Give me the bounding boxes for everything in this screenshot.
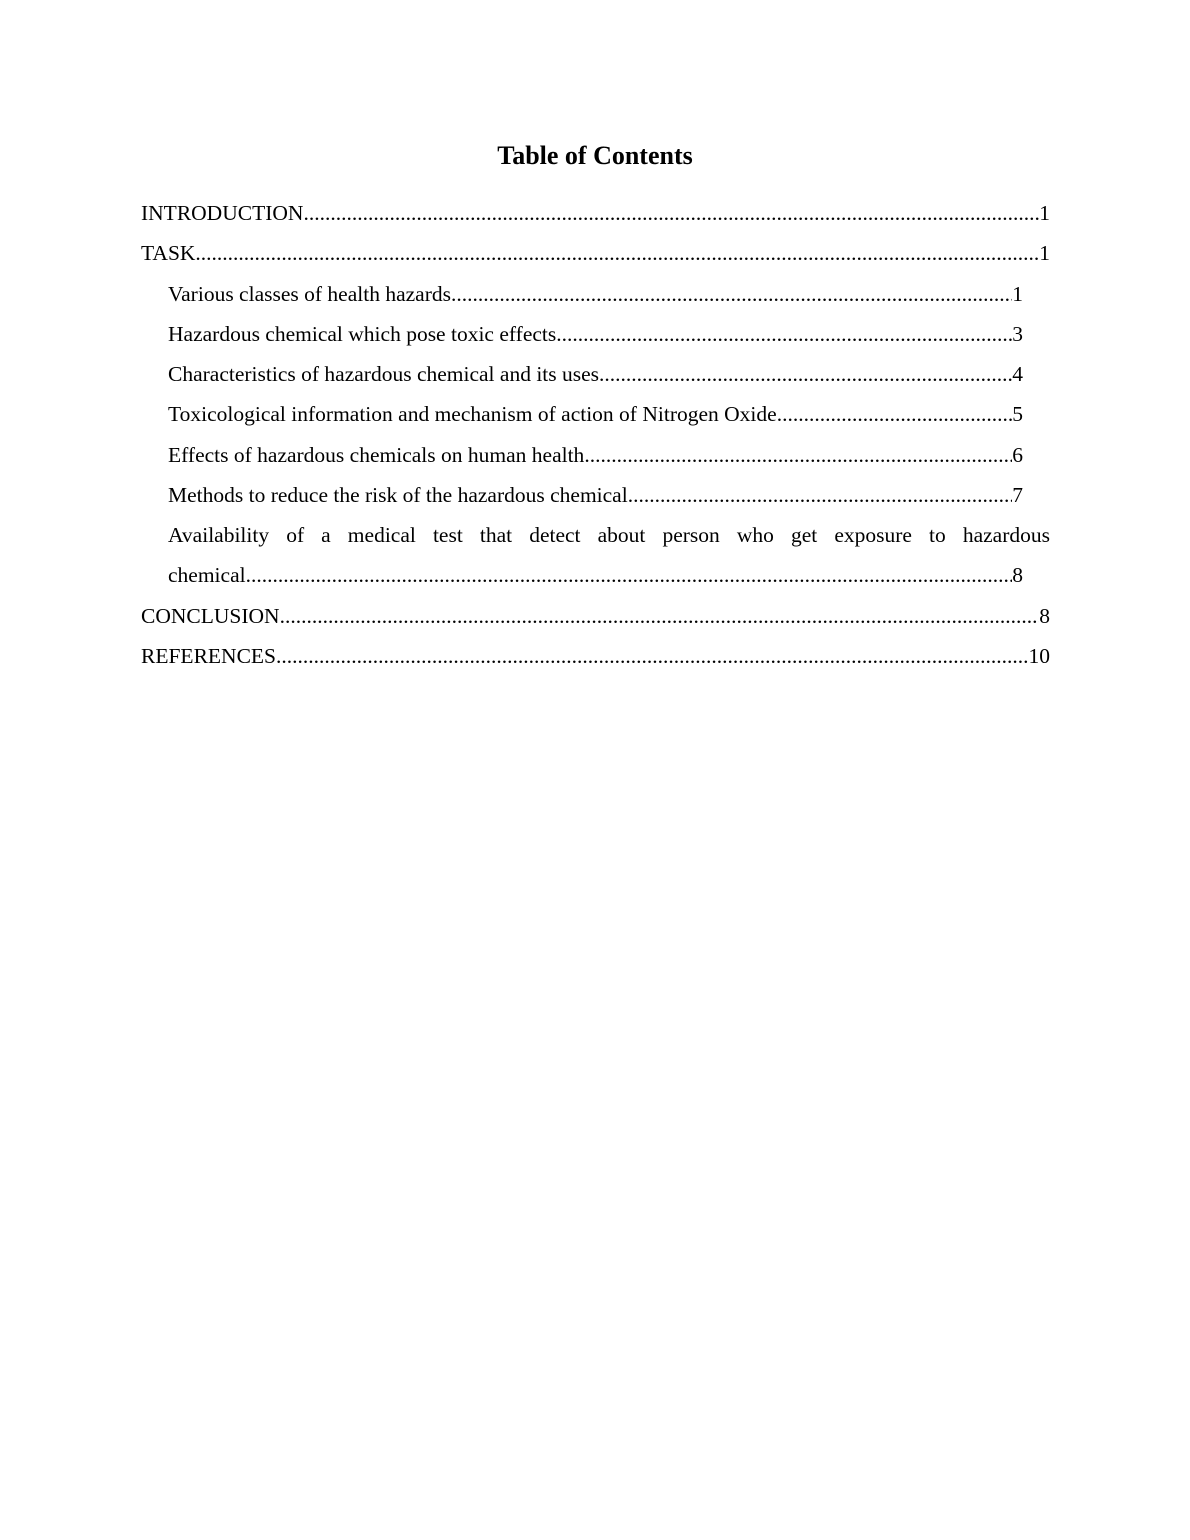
toc-entry-health-hazard-classes[interactable]	[168, 274, 1023, 314]
toc-entry-toxic-chemicals[interactable]	[168, 314, 1023, 354]
toc-dot-leader	[195, 233, 1039, 273]
toc-dot-leader	[303, 193, 1039, 233]
toc-entry-conclusion[interactable]	[141, 596, 1050, 636]
toc-entry-risk-reduction[interactable]	[168, 475, 1023, 515]
toc-dot-leader	[280, 596, 1040, 636]
toc-entry-nitrogen-oxide[interactable]	[168, 394, 1023, 434]
toc-page-number: 4	[1012, 362, 1023, 386]
toc-dot-leader	[628, 475, 1013, 515]
toc-entry-chemical-characteristics[interactable]	[168, 354, 1023, 394]
toc-entry-label: Effects of hazardous chemicals on human health	[168, 443, 585, 467]
toc-entry-label-continued: chemical	[168, 563, 246, 587]
toc-entry-label: INTRODUCTION	[141, 201, 304, 225]
toc-entry-label: Toxicological information and mechanism of action of Nitrogen Oxide	[168, 402, 777, 426]
toc-entry-label: Various classes of health hazards	[168, 282, 451, 306]
toc-page-number: 6	[1012, 443, 1023, 467]
toc-entry-medical-test[interactable]	[168, 515, 1050, 595]
toc-entry-label: Characteristics of hazardous chemical and its uses	[168, 362, 600, 386]
toc-entry-label: TASK	[141, 241, 196, 265]
toc-entry-label: Methods to reduce the risk of the hazardous chemical	[168, 483, 628, 507]
toc-page-number: 3	[1012, 322, 1023, 346]
toc-dot-leader	[599, 354, 1012, 394]
toc-page-number: 7	[1012, 483, 1023, 507]
toc-page-number: 5	[1012, 402, 1023, 426]
toc-dot-leader	[777, 394, 1013, 434]
toc-entry-label: CONCLUSION	[141, 604, 280, 628]
toc-entry-introduction[interactable]	[141, 193, 1050, 233]
toc-dot-leader	[276, 636, 1029, 676]
toc-dot-leader	[556, 314, 1012, 354]
toc-page-number: 1	[1039, 201, 1050, 225]
toc-entry-label: Hazardous chemical which pose toxic effects	[168, 322, 557, 346]
toc-page-number: 1	[1012, 282, 1023, 306]
toc-entry-label: REFERENCES	[141, 644, 276, 668]
toc-dot-leader	[584, 435, 1012, 475]
toc-title: Table of Contents	[497, 141, 693, 170]
toc-entry-references[interactable]	[141, 636, 1050, 676]
toc-page-number: 8	[1039, 604, 1050, 628]
toc-page-number: 8	[1012, 563, 1023, 587]
toc-entry-task[interactable]	[141, 233, 1050, 273]
toc-page-number: 1	[1039, 241, 1050, 265]
toc-dot-leader	[451, 274, 1012, 314]
toc-entry-label: Availability of a medical test that detect about person who get exposure to hazardous	[168, 523, 1050, 547]
toc-entry-health-effects[interactable]	[168, 435, 1023, 475]
toc-entry-continuation	[168, 555, 1023, 595]
toc-dot-leader	[246, 555, 1013, 595]
toc-page-number: 10	[1028, 644, 1050, 668]
